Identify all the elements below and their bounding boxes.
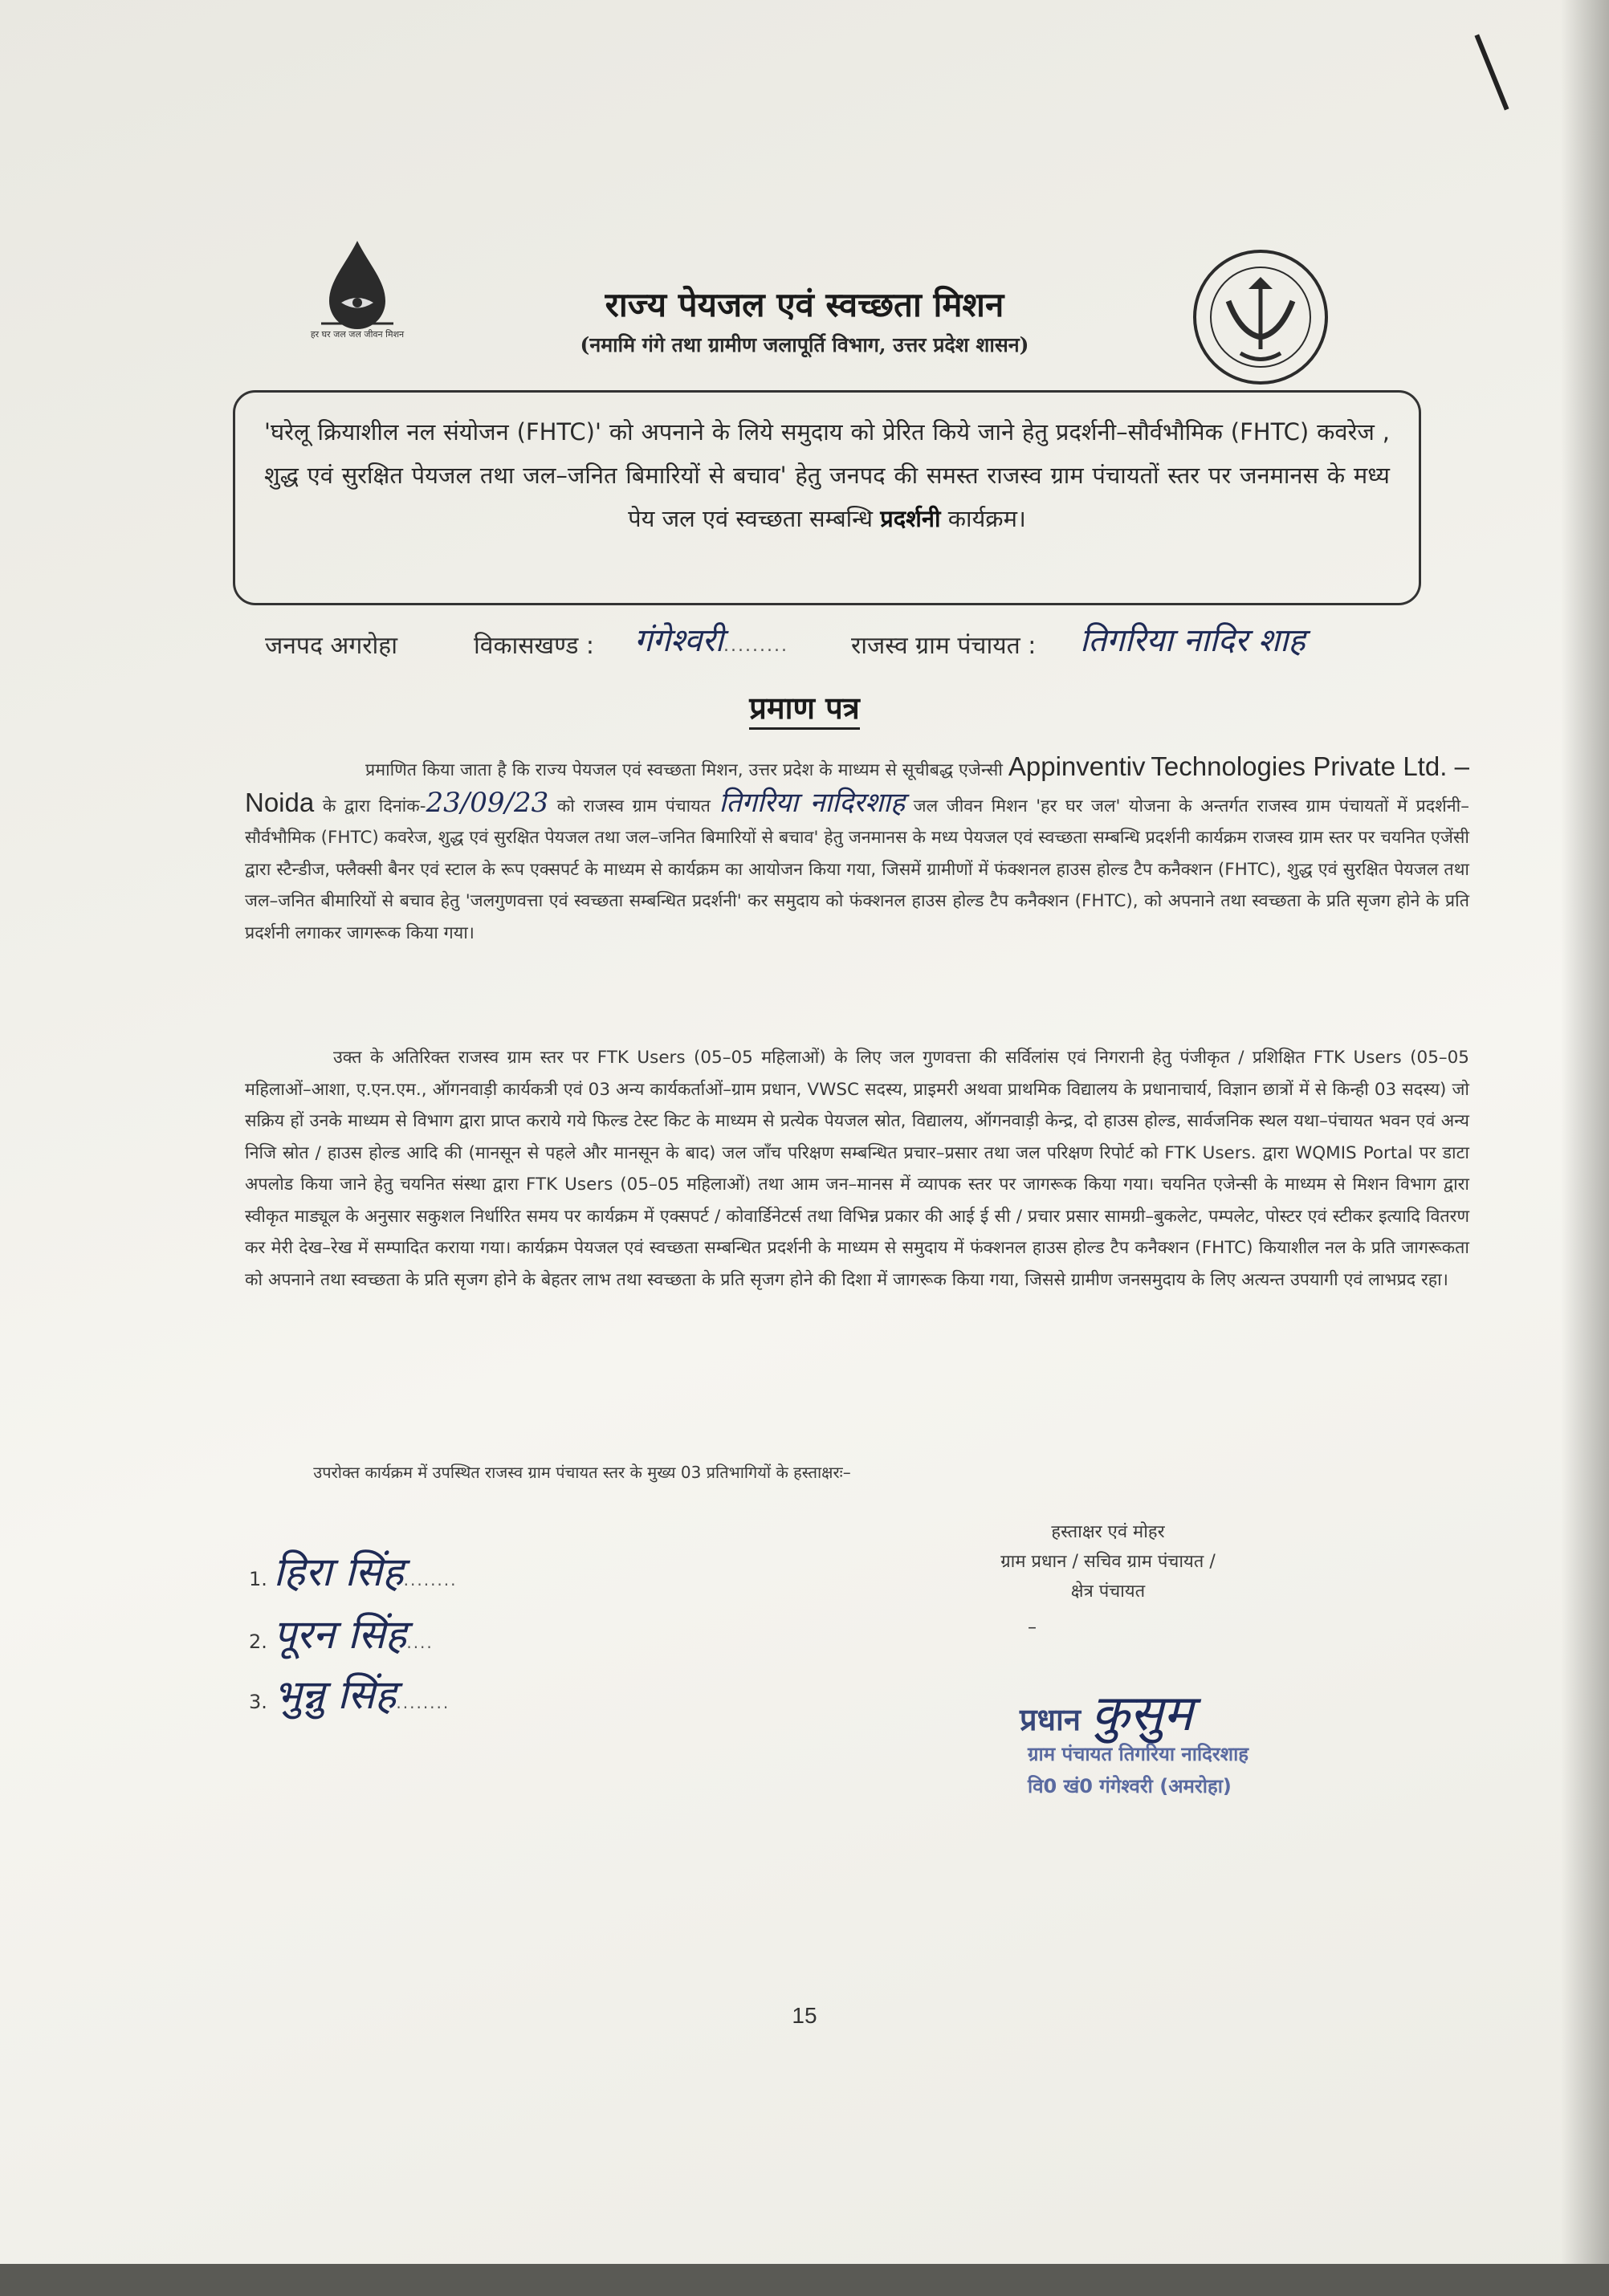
banner-text: 'घरेलू क्रियाशील नल संयोजन (FHTC)' को अपनाने के लिये समुदाय को प्रेरित किये जाने हेतु प्रदर्शनी–सौर्वभौमिक (FHTC) कवरेज , शुद्ध एवं सुरक्षित पेयजल तथा जल–जनित बिमारियों से बचाव' हेतु जनपद की समस्त राजस्व ग्राम पंचायतों स्तर पर जनमानस के मध्य पेय जल एवं स्वच्छता सम्बन्धि [264, 418, 1390, 532]
banner-text-end: कार्यक्रम। [947, 505, 1026, 532]
agency-name-2: Technologies Private Ltd. – Noida [245, 751, 1469, 817]
document-page: हर घर जल जल जीवन मिशन राज्य पेयजल एवं स्वच्छता मिशन (नमामि गंगे तथा ग्रामीण जलापूर्ति विभाग, उत्तर प्रदेश शासन) 'घरेलू क्रियाशील नल संयोजन (FHTC)' को अपनाने के लिये समुदाय को प्रेरित किये जाने हेतु प्रदर्शनी–सौर्वभौमिक (FHTC) कवरेज , शुद्ध एवं सुरक्षित पेयजल तथा जल–जनित बिमारियों से बचाव' हेतु जनपद की समस्त राजस्व ग्राम पंचायतों स्तर पर जनमानस के मध्य पेय जल एवं स्वच्छता सम्बन्धि प्रदर्शनी कार्यक्रम। जनपद अगरोहा विकासखण्ड : गंगेश्वरी......... राजस्व ग्राम पंचायत : तिगरिया नादिर शाह प्रमाण पत्र प्रमाणित किया जाता है कि राज्य पेयजल एवं स्वच्छता मिशन, उत्तर प्रदेश के माध्यम से सूचीबद्ध एजेन्सी Appinventiv Technologies Private Ltd. – Noida के द्वारा दिनांक-23/09/23 को राजस्व ग्राम पंचायत तिगरिया नादिरशाह जल जीवन मिशन 'हर घर जल' योजना के अन्तर्गत राजस्व ग्राम पंचायतों में प्रदर्शनी–सौर्वभौमिक (FHTC) कवरेज, शुद्ध एवं सुरक्षित पेयजल तथा जल–जनित बिमारियों से बचाव' हेतु जनमानस के मध्य पेयजल एवं स्वच्छता सम्बन्धि प्रदर्शनी कार्यक्रम राजस्व ग्राम स्तर पर चयनित एजेंसी द्वारा स्टैन्डीज, फ्लैक्सी बैनर एवं स्टाल के रूप एक्सपर्ट के माध्यम से कार्यक्रम का आयोजन किया गया, जिसमें ग्रामीणों में फंक्शनल हाउस होल्ड टैप कनैक्शन (FHTC), शुद्ध एवं सुरक्षित पेयजल तथा जल–जनित बीमारियों से बचाव हेतु 'जलगुणवत्ता एवं स्वच्छता सम्बन्धित प्रदर्शनी' कर समुदाय को फंक्शनल हाउस होल्ड टैप कनैक्शन (FHTC), को अपनाने तथा स्वच्छता के प्रति सृजग होने के प्रति प्रदर्शनी लगाकर जागरूक किया गया। उक्त के अतिरिक्त राजस्व ग्राम स्तर पर FTK Users (05–05 महिलाओं) के लिए जल गुणवत्ता की सर्विलांस एवं निगरानी हेतु पंजीकृत / प्रशिक्षित FTK Users (05–05 महिलाओं–आशा, ए.एन.एम., ऑगनवाड़ी कार्यकत्री एवं 03 अन्य कार्यकर्ताओं–ग्राम प्रधान, VWSC सदस्य, प्राइमरी अथवा प्राथमिक विद्यालय के प्रधानाचार्य, विज्ञान छात्रों में से किन्ही 03 सदस्य) जो सक्रिय हों उनके माध्यम से विभाग द्वारा प्राप्त कराये गये फिल्ड टेस्ट किट के माध्यम से प्रत्येक पेयजल स्रोत, विद्यालय, ऑगनवाड़ी केन्द्र, दो हाउस होल्ड, सार्वजनिक स्थल यथा–पंचायत भवन एवं अन्य निजि स्रोत / हाउस होल्ड आदि की (मानसून से पहले और मानसून के बाद) जल जाँच परिक्षण सम्बन्धित प्रचार–प्रसार तथा जल परिक्षण रिपोर्ट को FTK Users. द्वारा WQMIS Portal पर डाटा अपलोड किया जाने हेतु चयनित संस्था द्वारा FTK Users (05–05 महिलाओं) तथा आम जन–मानस में व्यापक स्तर पर जागरूक किया गया। चयनित एजेन्सी के माध्यम से मिशन विभाग द्वारा स्वीकृत माड्यूल के अनुसार सकुशल निर्धारित समय पर कार्यक्रम में एक्सपर्ट / कोवार्डिनेटर्स तथा विभिन्न प्रकार की आई ई सी / प्रचार प्रसार सामग्री–बुकलेट, पम्पलेट, पोस्टर एवं स्टीकर इत्यादि वितरण कर मेरी देख–रेख में सम्पादित कराया गया। कार्यक्रम पेयजल एवं स्वच्छता सम्बन्धित प्रदर्शनी के माध्यम से समुदाय में फंक्शनल हाउस होल्ड टैप कनैक्शन (FHTC) कियाशील नल के प्रति जागरूकता को अपनाने तथा स्वच्छता के प्रति सृजग होने के बेहतर लाभ तथा स्वच्छता के प्रति सृजग होने की दिशा में जागरूक किया गया, जिससे ग्रामीण जनसमुदाय के लिए अत्यन्त उपयागी एवं लाभप्रद रहा। उपरोक्त कार्यक्रम में उपस्थित राजस्व ग्राम पंचायत स्तर के मुख्य 03 प्रतिभागियों के हस्ताक्षरः– 1. हिरा सिंह........ 2. पूरन सिंह.... 3. भुन्नु सिंह........ हस्ताक्षर एवं मोहर ग्राम प्रधान / सचिव ग्राम पंचायत / क्षेत्र पंचायत – प्रधान कुसुम ग्राम पंचायत तिगरिया नादिरशाह वि0 खं0 गंगेश्वरी (अमरोहा) 15 [0, 0, 1609, 2296]
stamp-caption: हस्ताक्षर एवं मोहर ग्राम प्रधान / सचिव ग्राम पंचायत / क्षेत्र पंचायत – [1000, 1522, 1216, 1638]
block-value: गंगेश्वरी [634, 622, 723, 659]
paragraph-1: प्रमाणित किया जाता है कि राज्य पेयजल एवं स्वच्छता मिशन, उत्तर प्रदेश के माध्यम से सूचीबद्ध एजेन्सी Appinventiv Technologies Private Ltd. – Noida के द्वारा दिनांक-23/09/23 को राजस्व ग्राम पंचायत तिगरिया नादिरशाह जल जीवन मिशन 'हर घर जल' योजना के अन्तर्गत राजस्व ग्राम पंचायतों में प्रदर्शनी–सौर्वभौमिक (FHTC) कवरेज, शुद्ध एवं सुरक्षित पेयजल तथा जल–जनित बिमारियों से बचाव' हेतु जनमानस के मध्य पेयजल एवं स्वच्छता सम्बन्धि प्रदर्शनी कार्यक्रम राजस्व ग्राम स्तर पर चयनित एजेंसी द्वारा स्टैन्डीज, फ्लैक्सी बैनर एवं स्टाल के रूप एक्सपर्ट के माध्यम से कार्यक्रम का आयोजन किया गया, जिसमें ग्रामीणों में फंक्शनल हाउस होल्ड टैप कनैक्शन (FHTC), शुद्ध एवं सुरक्षित पेयजल तथा जल–जनित बीमारियों से बचाव हेतु 'जलगुणवत्ता एवं स्वच्छता सम्बन्धित प्रदर्शनी' कर समुदाय को फंक्शनल हाउस होल्ड टैप कनैक्शन (FHTC), को अपनाने तथा स्वच्छता के प्रति सृजग होने के प्रति प्रदर्शनी लगाकर जागरूक किया गया। [245, 751, 1469, 943]
pen-mark [1474, 35, 1509, 111]
panchayat-label: राजस्व ग्राम पंचायत : [851, 632, 1037, 660]
seal-line-1: ग्राम पंचायत तिगरिया नादिरशाह [1028, 1743, 1249, 1765]
page-number: 15 [792, 2003, 817, 2028]
signer-1: 1. हिरा सिंह........ [249, 1549, 458, 1595]
agency-name-1: Appinventiv [1008, 751, 1146, 781]
village-value: तिगरिया नादिरशाह [719, 786, 906, 819]
district-label: जनपद अगरोहा [265, 632, 397, 660]
signature-intro: उपरोक्त कार्यक्रम में उपस्थित राजस्व ग्राम पंचायत स्तर के मुख्य 03 प्रतिभागियों के हस्ताक्षरः– [313, 1463, 851, 1482]
signer-2: 2. पूरन सिंह.... [249, 1611, 434, 1658]
signer-3: 3. भुन्नु सिंह........ [249, 1671, 450, 1718]
left-logo-caption: हर घर जल जल जीवन मिशन [310, 329, 405, 340]
certificate-title: प्रमाण पत्र [0, 686, 1609, 728]
department-subtitle: (नमामि गंगे तथा ग्रामीण जलापूर्ति विभाग, उत्तर प्रदेश शासन) [580, 333, 1029, 356]
pradhan-signature: प्रधान कुसुम [1020, 1683, 1193, 1742]
paragraph-2: उक्त के अतिरिक्त राजस्व ग्राम स्तर पर FTK Users (05–05 महिलाओं) के लिए जल गुणवत्ता की सर्विलांस एवं निगरानी हेतु पंजीकृत / प्रशिक्षित FTK Users (05–05 महिलाओं–आशा, ए.एन.एम., ऑगनवाड़ी कार्यकत्री एवं 03 अन्य कार्यकर्ताओं–ग्राम प्रधान, VWSC सदस्य, प्राइमरी अथवा प्राथमिक विद्यालय के प्रधानाचार्य, विज्ञान छात्रों में से किन्ही 03 सदस्य) जो सक्रिय हों उनके माध्यम से विभाग द्वारा प्राप्त कराये गये फिल्ड टेस्ट किट के माध्यम से प्रत्येक पेयजल स्रोत, विद्यालय, ऑगनवाड़ी केन्द्र, दो हाउस होल्ड, सार्वजनिक स्थल यथा–पंचायत भवन एवं अन्य निजि स्रोत / हाउस होल्ड आदि की (मानसून से पहले और मानसून के बाद) जल जाँच परिक्षण सम्बन्धित प्रचार–प्रसार तथा जल परिक्षण रिपोर्ट को FTK Users. द्वारा WQMIS Portal पर डाटा अपलोड किया जाने हेतु चयनित संस्था द्वारा FTK Users (05–05 महिलाओं) तथा आम जन–मानस में व्यापक स्तर पर जागरूक किया गया। चयनित एजेन्सी के माध्यम से मिशन विभाग द्वारा स्वीकृत माड्यूल के अनुसार सकुशल निर्धारित समय पर कार्यक्रम में एक्सपर्ट / कोवार्डिनेटर्स तथा विभिन्न प्रकार की आई ई सी / प्रचार प्रसार सामग्री–बुकलेट, पम्पलेट, पोस्टर एवं स्टीकर इत्यादि वितरण कर मेरी देख–रेख में सम्पादित कराया गया। कार्यक्रम पेयजल एवं स्वच्छता सम्बन्धित प्रदर्शनी के माध्यम से समुदाय में फंक्शनल हाउस होल्ड टैप कनैक्शन (FHTC) कियाशील नल के प्रति जागरूकता को अपनाने तथा स्वच्छता के प्रति सृजग होने के बेहतर लाभ तथा स्वच्छता के प्रति सृजग होने की दिशा में जागरूक किया गया, जिससे ग्रामीण जनसमुदाय के लिए अत्यन्त उपयागी एवं लाभप्रद रहा। [245, 1048, 1469, 1290]
panchayat-value: तिगरिया नादिर शाह [1080, 622, 1306, 659]
date-value: 23/09/23 [426, 786, 549, 819]
block-label: विकासखण्ड : [474, 632, 595, 660]
programme-banner [233, 390, 1421, 605]
mission-title: राज्य पेयजल एवं स्वच्छता मिशन [605, 285, 1004, 324]
banner-bold: प्रदर्शनी [880, 505, 941, 532]
seal-line-2: वि0 खं0 गंगेश्वरी (अमरोहा) [1028, 1775, 1232, 1797]
